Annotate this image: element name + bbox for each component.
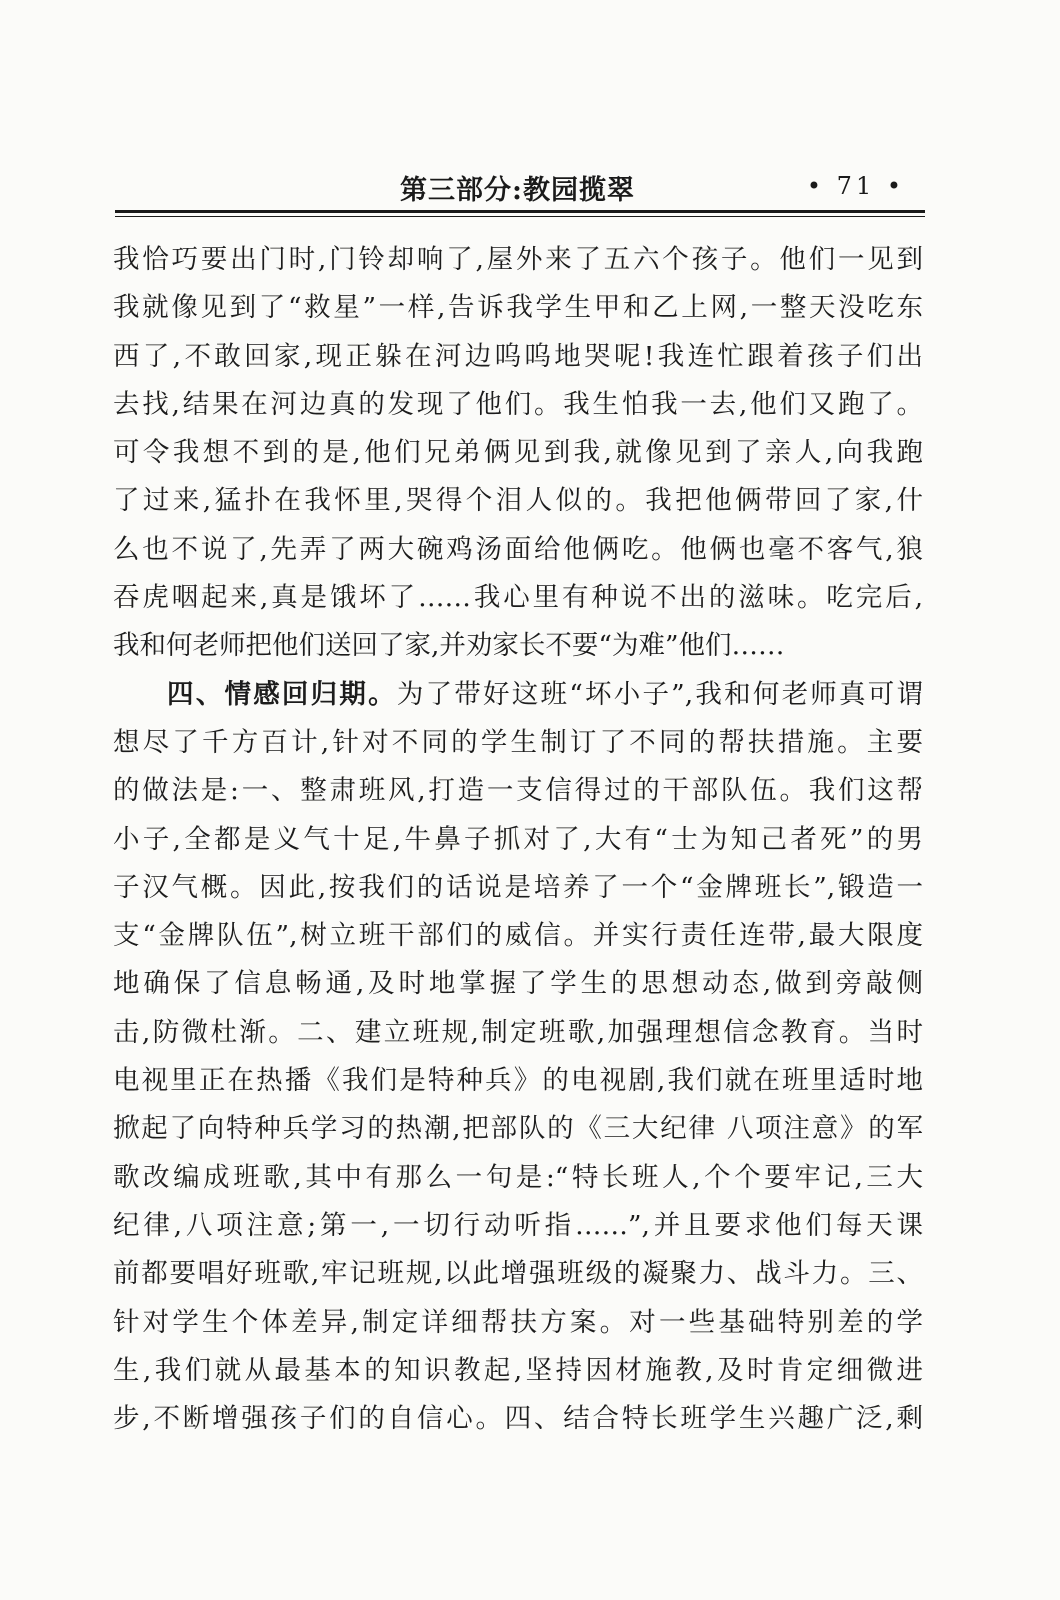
text-line: 吞虎咽起来,真是饿坏了……我心里有种说不出的滋味。吃完后, — [113, 582, 923, 614]
text-line: 步,不断增强孩子们的自信心。四、结合特长班学生兴趣广泛,剩 — [113, 1403, 923, 1435]
text-run: 为了带好这班“坏小子”,我和何老师真可谓 — [396, 678, 923, 710]
header-rule-thick — [115, 210, 925, 213]
paragraph-first-line — [113, 671, 923, 719]
text-line: 小子,全都是义气十足,牛鼻子抓对了,大有“士为知己者死”的男 — [113, 823, 923, 855]
text-line: 么也不说了,先弄了两大碗鸡汤面给他俩吃。他俩也毫不客气,狼 — [113, 533, 923, 565]
text-line: 歌改编成班歌,其中有那么一句是:“特长班人,个个要牢记,三大 — [113, 1161, 923, 1193]
text-line: 我和何老师把他们送回了家,并劝家长不要“为难”他们…… — [113, 630, 785, 662]
text-line: 的做法是:一、整肃班风,打造一支信得过的干部队伍。我们这帮 — [113, 775, 923, 807]
text-line: 电视里正在热播《我们是特种兵》的电视剧,我们就在班里适时地 — [113, 1065, 923, 1097]
header-rule-thin — [115, 216, 925, 217]
text-line: 我就像见到了“救星”一样,告诉我学生甲和乙上网,一整天没吃东 — [113, 292, 923, 324]
text-line: 去找,结果在河边真的发现了他们。我生怕我一去,他们又跑了。 — [113, 388, 923, 420]
text-line: 针对学生个体差异,制定详细帮扶方案。对一些基础特别差的学 — [113, 1306, 923, 1338]
text-line: 前都要唱好班歌,牢记班规,以此增强班级的凝聚力、战斗力。三、 — [113, 1258, 923, 1290]
text-line: 我恰巧要出门时,门铃却响了,屋外来了五六个孩子。他们一见到 — [113, 244, 923, 275]
text-line: 可令我想不到的是,他们兄弟俩见到我,就像见到了亲人,向我跑 — [113, 437, 923, 469]
text-line: 纪律,八项注意;第一,一切行动听指……”,并且要求他们每天课 — [113, 1209, 923, 1241]
text-line: 了过来,猛扑在我怀里,哭得个泪人似的。我把他俩带回了家,什 — [113, 485, 923, 517]
text-line: 地确保了信息畅通,及时地掌握了学生的思想动态,做到旁敲侧 — [113, 968, 923, 1000]
running-title: 第三部分:教园揽翠 — [400, 175, 635, 206]
text-line: 西了,不敢回家,现正躲在河边呜呜地哭呢!我连忙跟着孩子们出 — [113, 340, 923, 372]
body-text — [113, 236, 923, 1443]
text-line: 击,防微杜渐。二、建立班规,制定班歌,加强理想信念教育。当时 — [113, 1016, 923, 1048]
page-header — [115, 168, 925, 208]
text-line: 支“金牌队伍”,树立班干部们的威信。并实行责任连带,最大限度 — [113, 920, 923, 952]
text-line: 想尽了千方百计,针对不同的学生制订了不同的帮扶措施。主要 — [113, 726, 923, 758]
text-line: 生,我们就从最基本的知识教起,坚持因材施教,及时肯定细微进 — [113, 1354, 923, 1386]
section-heading: 四、情感回归期。 — [167, 678, 397, 710]
page-number: • 71 • — [806, 172, 905, 200]
text-line: 掀起了向特种兵学习的热潮,把部队的《三大纪律 八项注意》的军 — [113, 1113, 923, 1145]
text-line: 子汉气概。因此,按我们的话说是培养了一个“金牌班长”,锻造一 — [113, 871, 923, 903]
